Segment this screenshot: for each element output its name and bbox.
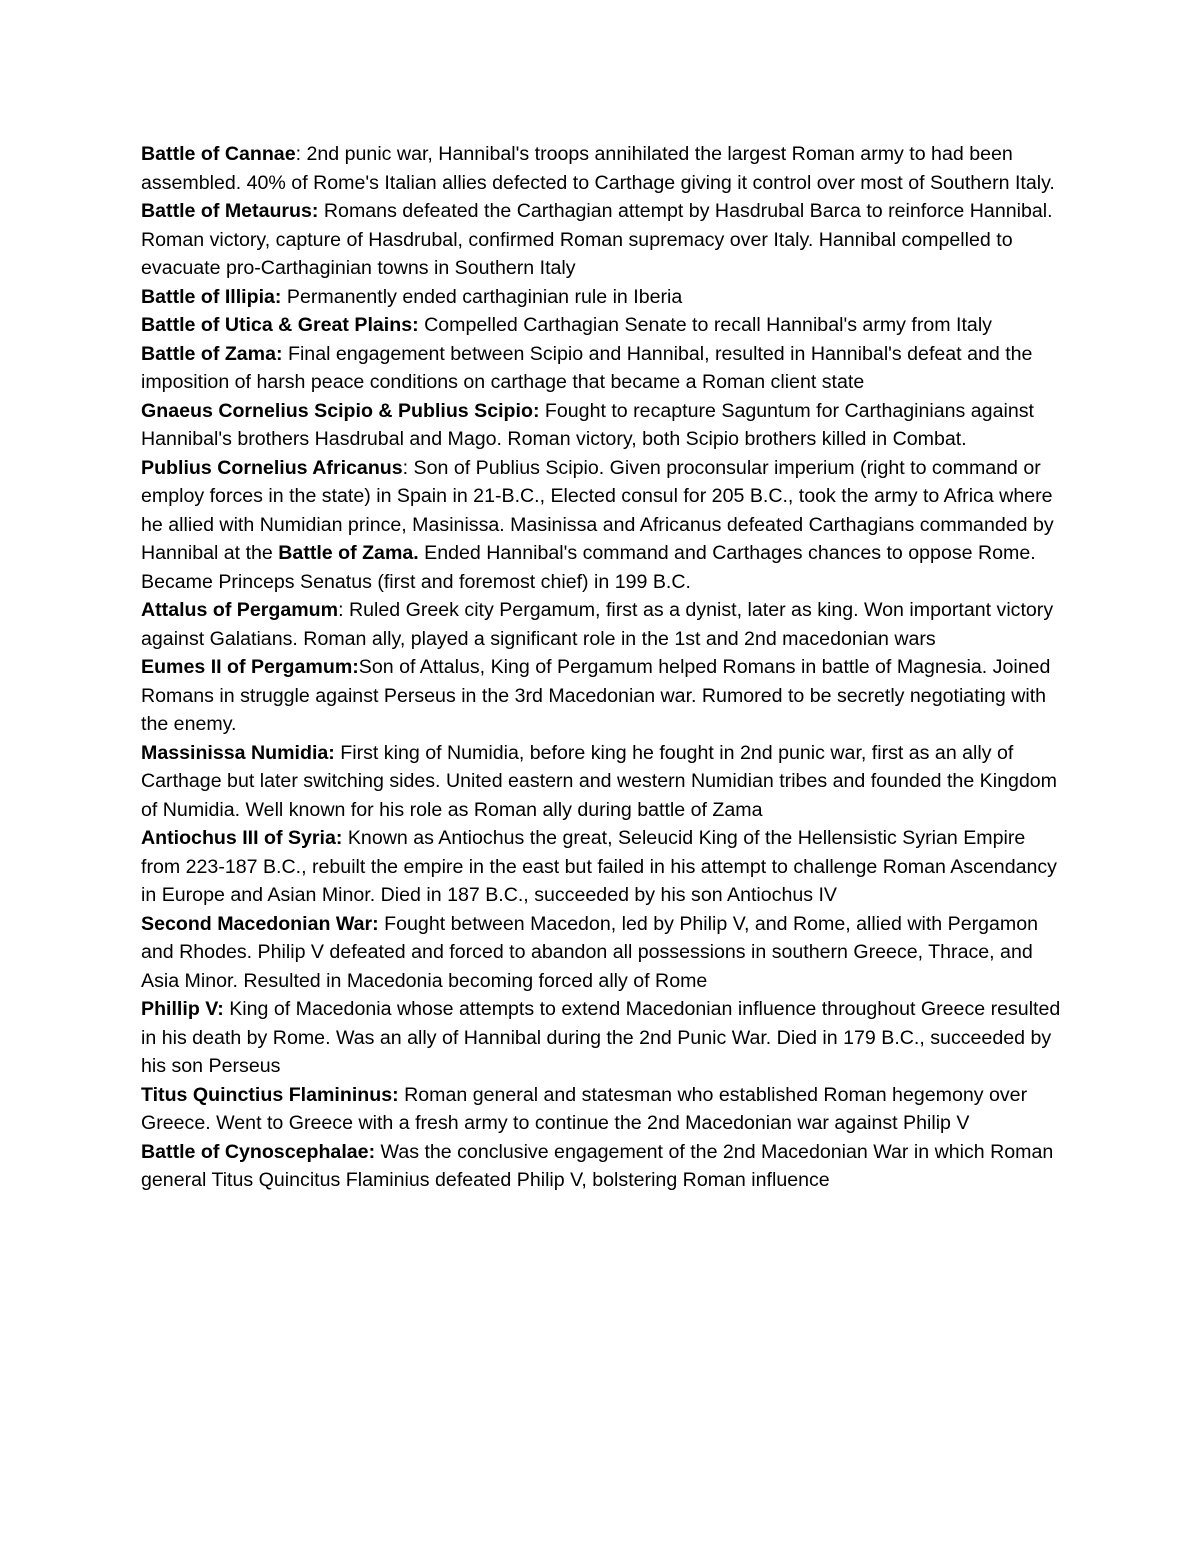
entry-text: Compelled Carthagian Senate to recall Hannibal's army from Italy (424, 314, 992, 336)
entry-antiochus-iii-of-syria (141, 824, 1066, 910)
entry-massinissa-numidia (141, 739, 1066, 825)
document-page (141, 140, 1066, 1195)
entry-text: Permanently ended carthaginian rule in Iberia (286, 285, 683, 308)
entry-term: Publius Cornelius Africanus (141, 456, 403, 479)
entry-inline-bold-term: Battle of Zama. (278, 542, 419, 564)
entry-term: Battle of Metaurus: (141, 200, 319, 222)
entry-second-macedonian-war (141, 910, 1066, 996)
entry-text: Fought between Macedon, led by Philip V, and Rome, allied with Pergamon and Rhodes. Philip V defeated and forced to abandon all possessions in southern Greece, Thrace, and Asia Minor. Resulted in Macedonia becoming forced ally of Rome (141, 912, 1039, 992)
entry-text: First king of Numidia, before king he fought in 2nd punic war, first as an ally of Carthage but later switching sides. United eastern and western Numidian tribes and founded the Kingdom of Numidia. Well known for his role as Roman ally during battle of Zama (141, 741, 1057, 821)
entry-attalus-of-pergamum (141, 596, 1066, 653)
entry-publius-cornelius-africanus (141, 454, 1066, 597)
entry-scipio-brothers (141, 397, 1066, 454)
entry-separator: : (338, 599, 349, 621)
entry-battle-of-metaurus (141, 197, 1066, 283)
entry-term: Battle of Utica & Great Plains: (141, 314, 419, 336)
entry-term: Battle of Illipia: (141, 285, 282, 308)
entry-text: King of Macedonia whose attempts to extend Macedonian influence throughout Greece resulted in his death by Rome. Was an ally of Hannibal during the 2nd Punic War. Died in 179 B.C., succeeded by his son Perseus (141, 998, 1061, 1077)
entry-text: Final engagement between Scipio and Hannibal, resulted in Hannibal's defeat and the imposition of harsh peace conditions on carthage that became a Roman client state (141, 342, 1033, 393)
entry-battle-of-zama (141, 340, 1066, 397)
entry-term: Titus Quinctius Flamininus: (141, 1083, 399, 1106)
entry-separator: : (402, 456, 414, 479)
entry-battle-of-cannae (141, 140, 1066, 197)
entry-term: Battle of Zama: (141, 342, 283, 365)
entry-battle-of-illipia (141, 283, 1066, 312)
entry-text: Was the conclusive engagement of the 2nd Macedonian War in which Roman general Titus Quincitus Flaminius defeated Philip V, bolstering Roman influence (141, 1140, 1054, 1191)
entry-text: Son of Attalus, King of Pergamum helped Romans in battle of Magnesia. Joined Romans in struggle against Perseus in the 3rd Macedonian war. Rumored to be secretly negotiating with the enemy. (141, 656, 1051, 735)
entry-term: Massinissa Numidia: (141, 741, 335, 764)
entry-phillip-v (141, 995, 1066, 1081)
entry-text: Roman general and statesman who established Roman hegemony over Greece. Went to Greece with a fresh army to continue the 2nd Macedonian war against Philip V (141, 1083, 1028, 1134)
entry-battle-of-cynoscephalae (141, 1138, 1066, 1195)
entry-eumes-ii-of-pergamum (141, 653, 1066, 739)
entry-battle-of-utica (141, 311, 1066, 340)
entry-term: Eumes II of Pergamum: (141, 656, 359, 678)
entry-term: Phillip V: (141, 998, 224, 1020)
entry-text: Known as Antiochus the great, Seleucid King of the Hellensistic Syrian Empire from 223-187 B.C., rebuilt the empire in the east but failed in his attempt to challenge Roman Ascendancy in Europe and Asian Minor. Died in 187 B.C., succeeded by his son Antiochus IV (141, 827, 1057, 906)
entry-term: Battle of Cannae (141, 143, 296, 165)
entry-term: Second Macedonian War: (141, 912, 379, 935)
entry-text: 2nd punic war, Hannibal's troops annihilated the largest Roman army to had been assembled. 40% of Rome's Italian allies defected to Carthage giving it control over most of Southern Italy. (141, 143, 1055, 194)
entry-text: Romans defeated the Carthagian attempt by Hasdrubal Barca to reinforce Hannibal. Roman victory, capture of Hasdrubal, confirmed Roman supremacy over Italy. Hannibal compelled to evacuate pro-Carthaginian towns in Southern Italy (141, 200, 1053, 279)
entry-text: Ruled Greek city Pergamum, first as a dynist, later as king. Won important victory against Galatians. Roman ally, played a significant role in the 1st and 2nd macedonian wars (141, 599, 1054, 650)
entry-term: Attalus of Pergamum (141, 599, 339, 621)
entry-separator: : (295, 143, 307, 165)
entry-term: Gnaeus Cornelius Scipio & Publius Scipio: (141, 399, 540, 422)
entry-titus-quinctius-flamininus (141, 1081, 1066, 1138)
entry-term: Antiochus III of Syria: (141, 827, 343, 849)
entry-term: Battle of Cynoscephalae: (141, 1140, 376, 1163)
entry-text: Son of Publius Scipio. Given proconsular imperium (right to command or employ forces in the state) in Spain in 21-B.C., Elected consul for 205 B.C., took the army to Africa where he allied with Numidian prince, Masinissa. Masinissa and Africanus defeated Carthagians commanded by Hannibal at the (141, 456, 1054, 564)
entry-text-continued: Ended Hannibal's command and Carthages chances to oppose Rome. Became Princeps Senatus (first and foremost chief) in 199 B.C. (141, 542, 1036, 593)
entry-text: Fought to recapture Saguntum for Carthaginians against Hannibal's brothers Hasdrubal and Mago. Roman victory, both Scipio brothers killed in Combat. (141, 399, 1034, 450)
